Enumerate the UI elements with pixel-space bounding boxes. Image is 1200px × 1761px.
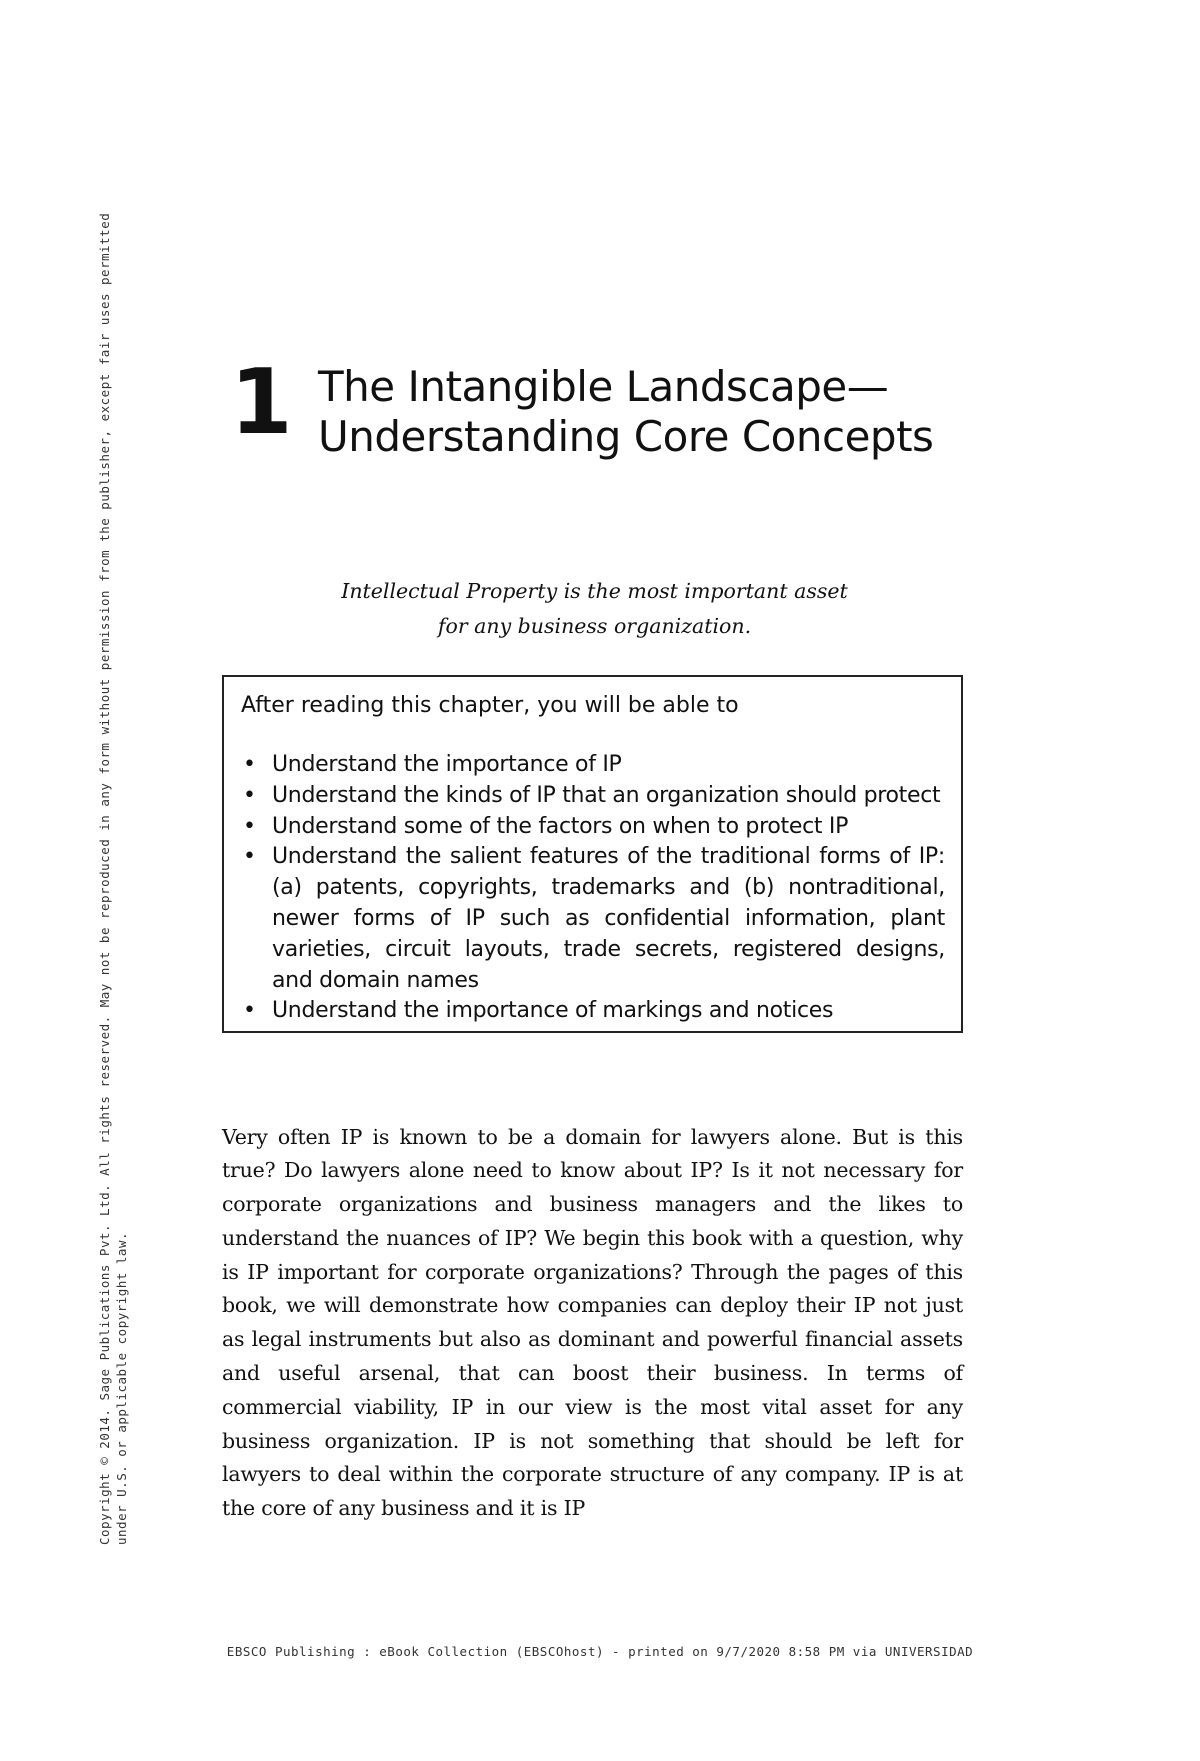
objectives-list: [241, 750, 945, 1027]
chapter-title: [318, 362, 933, 462]
objective-item: • Understand some of the factors on when to protect IP: [241, 812, 945, 843]
copyright-line-1: Copyright © 2014. Sage Publications Pvt. Ltd. All rights reserved. May not be reproduced in any form without permission from the publisher, except fair uses permitted: [97, 212, 112, 1545]
copyright-side-note: [96, 212, 130, 1545]
body-paragraph: Very often IP is known to be a domain for lawyers alone. But is this true? Do lawyers alone need to know about IP? Is it not necessary for corporate organizations and business managers and the likes to understand the nuances of IP? We begin this book with a question, why is IP important for corporate organizations? Through the pages of this book, we will demonstrate how companies can deploy their IP not just as legal instruments but also as dominant and powerful financial assets and useful arsenal, that can boost their business. In terms of commercial viability, IP in our view is the most vital asset for any business organization. IP is not something that should be left for lawyers to deal within the corporate structure of any company. IP is at the core of any business and it is IP: [222, 1124, 963, 1521]
objective-item: • Understand the salient features of the traditional forms of IP: (a) patents, copyrights, trademarks and (b) nontraditional, newer forms of IP such as confidential information, plant varieties, circuit layouts, trade secrets, registered designs, and domain names: [241, 842, 945, 996]
epigraph: [222, 574, 967, 644]
objectives-intro: After reading this chapter, you will be able to: [241, 693, 739, 718]
copyright-line-2: under U.S. or applicable copyright law.: [114, 1232, 129, 1545]
objective-item: • Understand the kinds of IP that an organization should protect: [241, 781, 945, 812]
page-footer: EBSCO Publishing : eBook Collection (EBSCOhost) - printed on 9/7/2020 8:58 PM via UNIVERSIDAD: [226, 1644, 974, 1659]
objective-item: • Understand the importance of markings and notices: [241, 996, 945, 1027]
epigraph-line-1: Intellectual Property is the most important asset: [341, 579, 848, 603]
objective-item: • Understand the importance of IP: [241, 750, 945, 781]
learning-objectives-box: [222, 675, 963, 1033]
chapter-number: 1: [230, 350, 293, 455]
chapter-title-line-2: Understanding Core Concepts: [318, 412, 934, 461]
chapter-title-line-1: The Intangible Landscape—: [318, 362, 889, 411]
epigraph-line-2: for any business organization.: [437, 614, 752, 638]
